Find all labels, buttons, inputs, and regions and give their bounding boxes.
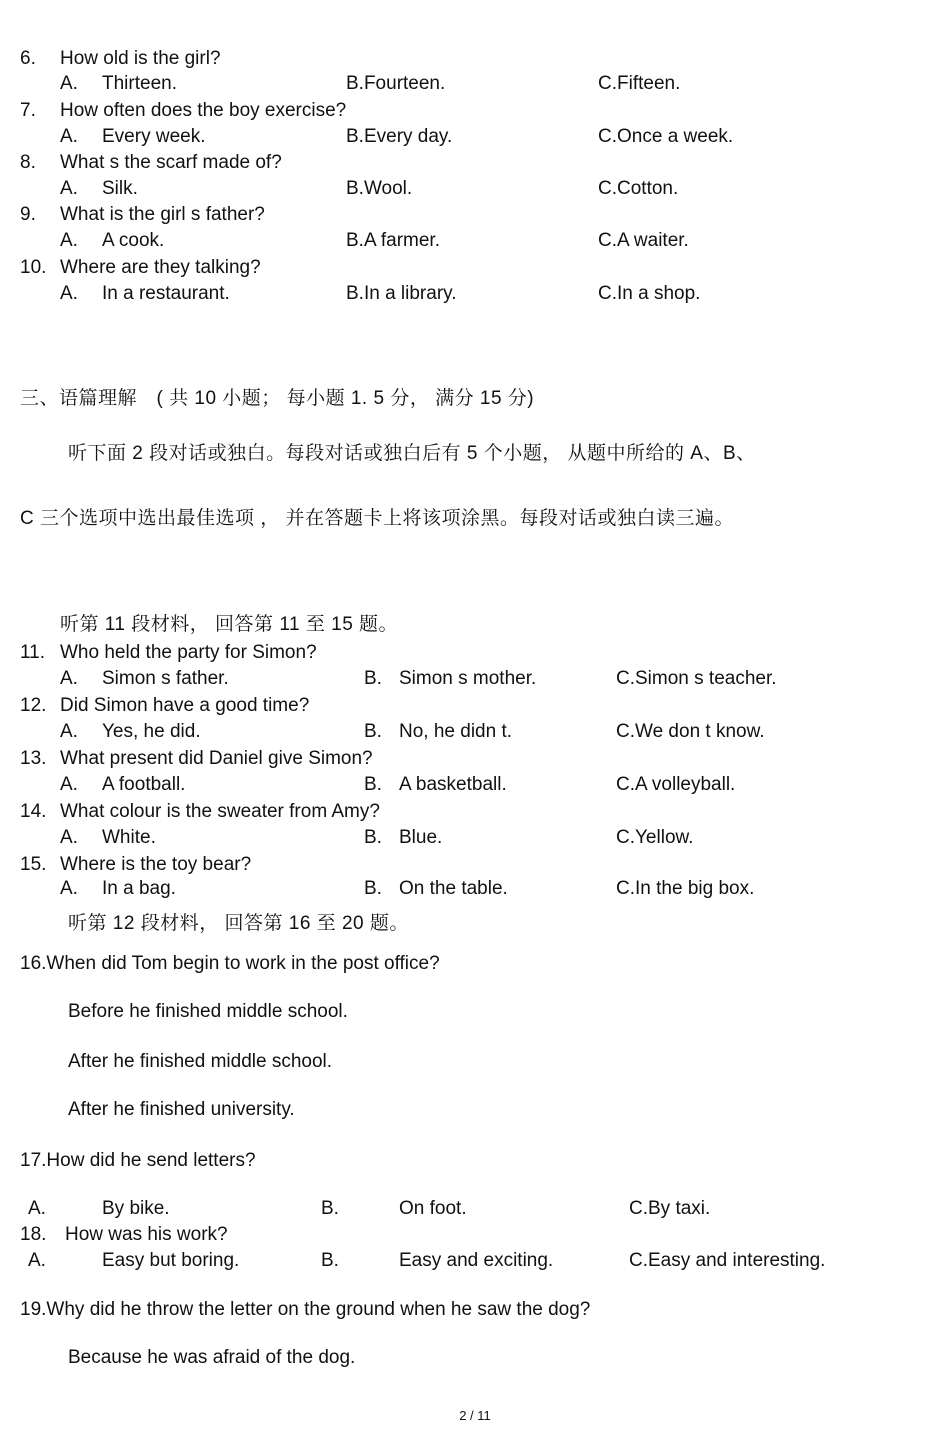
option-letter: A. xyxy=(60,73,78,94)
question-number: 9. xyxy=(20,204,36,225)
option-letter: A. xyxy=(60,126,78,147)
option-a: By bike. xyxy=(102,1198,170,1219)
option-b: B.In a library. xyxy=(346,283,457,304)
section-heading: 三、语篇理解 ( 共 10 小题； 每小题 1. 5 分， 满分 15 分) xyxy=(20,388,535,409)
option-letter: B. xyxy=(364,721,382,742)
question-text: 17.How did he send letters? xyxy=(20,1150,256,1171)
question-text: What is the girl s father? xyxy=(60,204,265,225)
option-letter: B. xyxy=(364,774,382,795)
option-a: A cook. xyxy=(102,230,165,251)
question-text: Where are they talking? xyxy=(60,257,261,278)
section-instructions-line1: 听下面 2 段对话或独白。每段对话或独白后有 5 个小题， 从题中所给的 A、B、 xyxy=(68,443,756,464)
option-b: B.Every day. xyxy=(346,126,453,147)
question-number: 15. xyxy=(20,854,47,875)
option-letter: A. xyxy=(60,774,78,795)
option-letter: A. xyxy=(60,283,78,304)
option-letter: A. xyxy=(28,1250,46,1271)
option-c: C.By taxi. xyxy=(629,1198,711,1219)
option-b: Easy and exciting. xyxy=(399,1250,554,1271)
option-a: In a restaurant. xyxy=(102,283,230,304)
option-a: Easy but boring. xyxy=(102,1250,240,1271)
option-a: Every week. xyxy=(102,126,206,147)
option-c: C.Once a week. xyxy=(598,126,734,147)
option-b: On the table. xyxy=(399,878,508,899)
option-a: Thirteen. xyxy=(102,73,177,94)
option-letter: B. xyxy=(364,827,382,848)
option-c: C.Yellow. xyxy=(616,827,694,848)
question-text: How was his work? xyxy=(65,1224,228,1245)
section-instructions-line2: C 三个选项中选出最佳选项 ， 并在答题卡上将该项涂黑。每段对话或独白读三遍。 xyxy=(20,508,735,529)
option-b: Blue. xyxy=(399,827,443,848)
question-number: 8. xyxy=(20,152,36,173)
option-c: C.Easy and interesting. xyxy=(629,1250,826,1271)
question-number: 13. xyxy=(20,748,47,769)
question-text: What present did Daniel give Simon? xyxy=(60,748,373,769)
option-a: White. xyxy=(102,827,156,848)
material-intro: 听第 12 段材料， 回答第 16 至 20 题。 xyxy=(68,913,409,934)
option-line: After he finished middle school. xyxy=(68,1051,333,1072)
option-letter: A. xyxy=(60,827,78,848)
question-number: 12. xyxy=(20,695,47,716)
option-line: Because he was afraid of the dog. xyxy=(68,1347,356,1368)
option-b: On foot. xyxy=(399,1198,467,1219)
material-intro: 听第 11 段材料， 回答第 11 至 15 题。 xyxy=(60,614,399,635)
question-text: How old is the girl? xyxy=(60,48,221,69)
option-b: B.A farmer. xyxy=(346,230,440,251)
question-text: Did Simon have a good time? xyxy=(60,695,310,716)
option-letter: B. xyxy=(364,668,382,689)
option-b: B.Wool. xyxy=(346,178,413,199)
option-c: C.Simon s teacher. xyxy=(616,668,777,689)
option-c: C.A waiter. xyxy=(598,230,689,251)
option-c: C.In the big box. xyxy=(616,878,755,899)
option-letter: A. xyxy=(60,230,78,251)
question-text: What s the scarf made of? xyxy=(60,152,282,173)
option-letter: B. xyxy=(364,878,382,899)
question-number: 6. xyxy=(20,48,36,69)
option-c: C.In a shop. xyxy=(598,283,701,304)
option-c: C.We don t know. xyxy=(616,721,765,742)
question-text: 19.Why did he throw the letter on the ground when he saw the dog? xyxy=(20,1299,591,1320)
question-text: Who held the party for Simon? xyxy=(60,642,317,663)
question-number: 18. xyxy=(20,1224,47,1245)
option-letter: B. xyxy=(321,1250,339,1271)
option-a: Yes, he did. xyxy=(102,721,201,742)
option-a: In a bag. xyxy=(102,878,176,899)
option-a: A football. xyxy=(102,774,186,795)
option-line: After he finished university. xyxy=(68,1099,295,1120)
option-letter: A. xyxy=(60,668,78,689)
question-text: What colour is the sweater from Amy? xyxy=(60,801,380,822)
option-letter: B. xyxy=(321,1198,339,1219)
option-b: B.Fourteen. xyxy=(346,73,446,94)
option-letter: A. xyxy=(28,1198,46,1219)
option-c: C.A volleyball. xyxy=(616,774,736,795)
option-c: C.Cotton. xyxy=(598,178,679,199)
option-a: Simon s father. xyxy=(102,668,229,689)
question-number: 14. xyxy=(20,801,47,822)
question-text: How often does the boy exercise? xyxy=(60,100,347,121)
option-b: No, he didn t. xyxy=(399,721,513,742)
question-text: 16.When did Tom begin to work in the post office? xyxy=(20,953,440,974)
question-text: Where is the toy bear? xyxy=(60,854,252,875)
page-number: 2 / 11 xyxy=(459,1408,491,1423)
option-letter: A. xyxy=(60,878,78,899)
question-number: 10. xyxy=(20,257,47,278)
option-a: Silk. xyxy=(102,178,138,199)
option-b: Simon s mother. xyxy=(399,668,537,689)
option-c: C.Fifteen. xyxy=(598,73,681,94)
question-number: 7. xyxy=(20,100,36,121)
option-line: Before he finished middle school. xyxy=(68,1001,348,1022)
option-b: A basketball. xyxy=(399,774,507,795)
option-letter: A. xyxy=(60,178,78,199)
question-number: 11. xyxy=(20,642,46,663)
option-letter: A. xyxy=(60,721,78,742)
